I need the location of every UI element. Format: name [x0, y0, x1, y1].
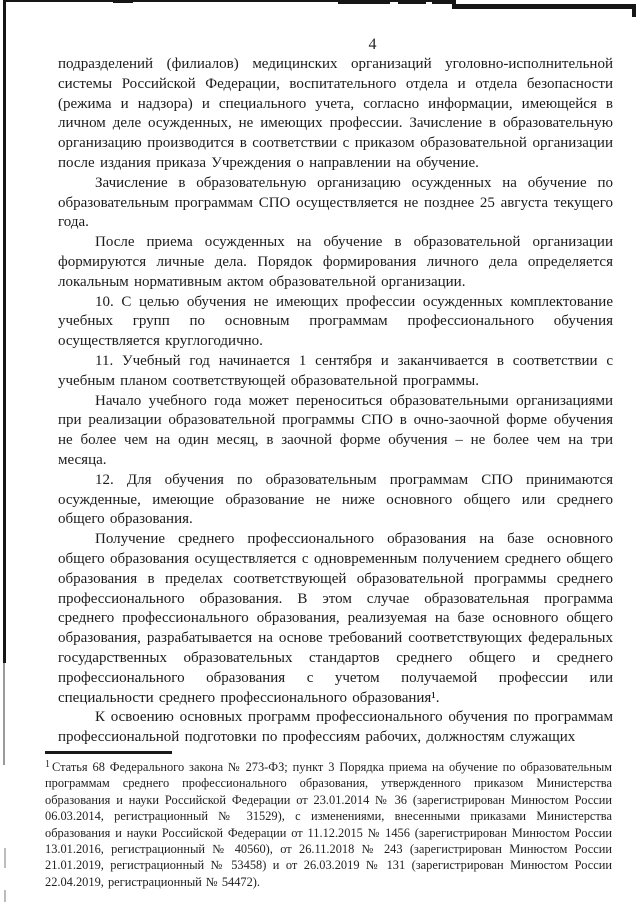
scan-border-top-right-line: [452, 4, 636, 9]
scan-artifact-dash: [398, 0, 426, 4]
paragraph-item-10: 10. С целью обучения не имеющих профессии осужденных комплектование учебных групп по основным программам профессионального обучения осуществляется круглогодично.: [58, 293, 613, 350]
scan-border-left-fade: [3, 663, 5, 765]
scan-artifact-dash: [338, 0, 390, 4]
paragraph: Зачисление в образовательную организацию осужденных на обучение по образовательным программам СПО осуществляется не позднее 25 августа текущего года.: [58, 174, 613, 231]
scan-artifact-dash: [113, 0, 133, 3]
scan-border-left-line: [3, 0, 6, 663]
footnote-marker: 1: [45, 759, 50, 770]
footnote: [45, 757, 612, 890]
paragraph: подразделений (филиалов) медицинских организаций уголовно-исполнительной системы Российской Федерации, воспитательного отдела и отдела безопасности (режима и надзора) и специального учета, согласно информации, имеющейся в личном деле осужденных, не имеющих профессии. Зачисление в образовательную организацию производится в соответствии с приказом образовательной организации после издания приказа Учреждения о направлении на обучение.: [58, 56, 613, 171]
scan-artifact-dash: [4, 848, 6, 868]
scan-artifact-dash: [4, 890, 6, 902]
paragraph-item-12: 12. Для обучения по образовательным программам СПО принимаются осужденные, имеющие образование не ниже основного общего или среднего общего образования.: [58, 471, 613, 528]
paragraph-item-11: 11. Учебный год начинается 1 сентября и заканчивается в соответствии с учебным планом соответствующей образовательной программы.: [58, 352, 613, 389]
footnote-separator: [45, 751, 172, 754]
scan-border-corner-hook: [632, 4, 636, 17]
paragraph: Начало учебного года может переноситься образовательными организациями при реализации образовательной программы СПО в очно-заочной форме обучения не более чем на один месяц, в заочной форме обучения – не более чем на три месяца.: [58, 392, 613, 468]
paragraph: После приема осужденных на обучение в образовательной организации формируются личные дела. Порядок формирования личного дела определяется локальным нормативным актом образовательной организации.: [58, 234, 613, 290]
footnote-text: Статья 68 Федерального закона № 273-ФЗ; пункт 3 Порядка приема на обучение по образовательным программам среднего профессионального образования, утвержденного приказом Министерства образования и науки Российской Федерации от 23.01.2014 № 36 (зарегистрирован Минюстом России 06.03.2014, регистрационный № 31529), с изменениями, внесенными приказами Министерства образования и науки Российской Федерации от 11.12.2015 № 1456 (зарегистрирован Минюстом России 13.01.2016, регистрационный № 40560), от 26.11.2018 № 243 (зарегистрирован Минюстом России 21.01.2019, регистрационный № 53458) и от 26.03.2019 № 131 (зарегистрирован Минюстом России 22.04.2019, регистрационный № 54472).: [45, 760, 612, 889]
document-body: [58, 55, 613, 748]
paragraph: Получение среднего профессионального образования на базе основного общего образования осуществляется с одновременным получением среднего общего образования в пределах соответствующей образовательной программы среднего профессионального образования. В этом случае образовательная программа среднего профессионального образования, реализуемая на базе основного общего образования, разрабатывается на основе требований соответствующих федеральных государственных образовательных стандартов среднего общего и среднего профессионального образования с учетом получаемой профессии или специальности среднего профессионального образования¹.: [58, 531, 613, 706]
paragraph: К освоению основных программ профессионального обучения по программам профессиональной подготовки по профессиям рабочих, должностям служащих: [58, 709, 613, 746]
page-number: 4: [368, 36, 377, 53]
